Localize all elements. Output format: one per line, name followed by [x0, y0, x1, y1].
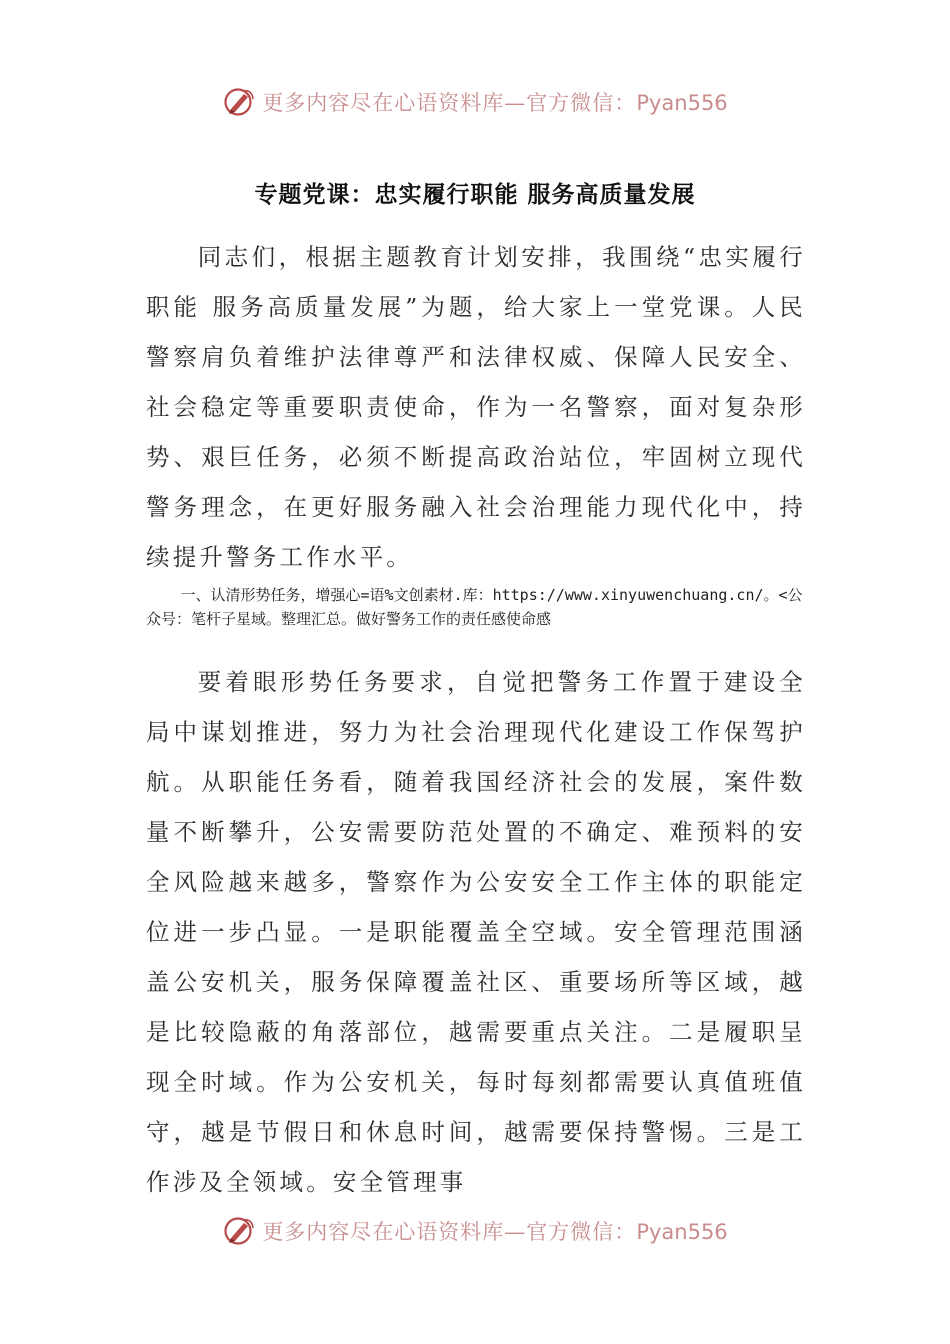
section-heading: 一、认清形势任务，增强心=语%文创素材.库：https://www.xinyuwenchuang.cn/。<公众号：笔杆子星域。整理汇总。做好警务工作的责任感使命感 — [146, 586, 803, 628]
pen-logo-icon — [222, 85, 256, 119]
pen-logo-icon — [222, 1214, 256, 1248]
header-banner — [0, 82, 950, 122]
paragraph-intro: 同志们，根据主题教育计划安排，我围绕“忠实履行职能 服务高质量发展”为题，给大家上一堂党课。人民警察肩负着维护法律尊严和法律权威、保障人民安全、社会稳定等重要职责使命，作为一名警察，面对复杂形势、艰巨任务，必须不断提高政治站位，牢固树立现代警务理念，在更好服务融入社会治理能力现代化中，持续提升警务工作水平。 — [146, 243, 806, 571]
banner-text: 更多内容尽在心语资料库—官方微信：Pyan556 — [262, 1220, 728, 1244]
paragraph-body: 要着眼形势任务要求，自觉把警务工作置于建设全局中谋划推进，努力为社会治理现代化建设工作保驾护航。从职能任务看，随着我国经济社会的发展，案件数量不断攀升，公安需要防范处置的不确定、难预料的安全风险越来越多，警察作为公安安全工作主体的职能定位进一步凸显。一是职能覆盖全空域。安全管理范围涵盖公安机关，服务保障覆盖社区、重要场所等区域，越是比较隐蔽的角落部位，越需要重点关注。二是履职呈现全时域。作为公安机关，每时每刻都需要认真值班值守，越是节假日和休息时间，越需要保持警惕。三是工作涉及全领域。安全管理事 — [146, 668, 806, 1196]
banner-text: 更多内容尽在心语资料库—官方微信：Pyan556 — [262, 91, 728, 115]
wechat-id: Pyan556 — [636, 91, 728, 115]
footer-banner — [0, 1211, 950, 1251]
wechat-id: Pyan556 — [636, 1220, 728, 1244]
document-title: 专题党课：忠实履行职能 服务高质量发展 — [254, 182, 696, 208]
